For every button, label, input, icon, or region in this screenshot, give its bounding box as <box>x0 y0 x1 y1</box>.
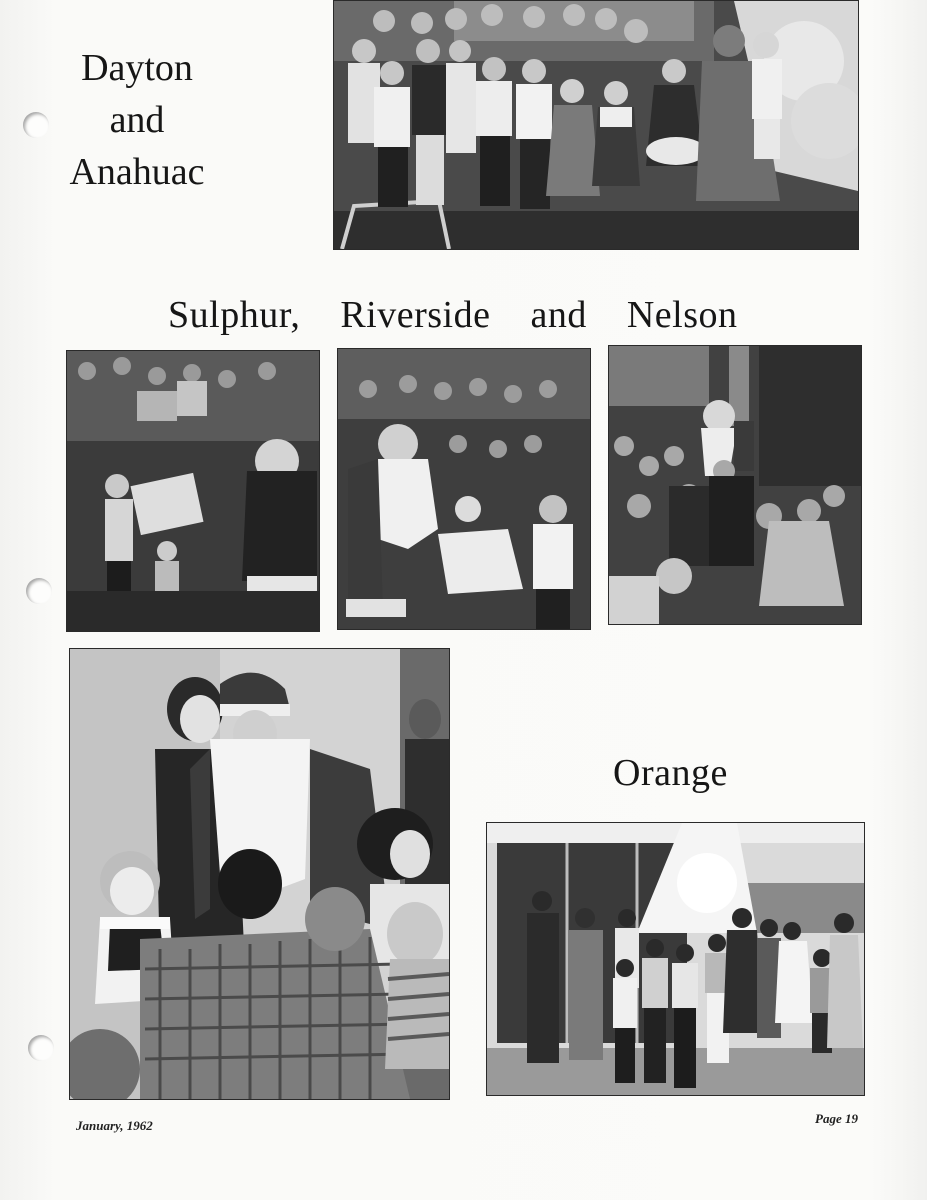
heading-dayton-line-3: Anahuac <box>69 151 205 193</box>
heading-dayton-line-2: and <box>109 99 165 141</box>
photo-santa-woman-girl <box>69 648 450 1100</box>
heading-and-word: and <box>530 294 587 336</box>
footer-date: January, 1962 <box>76 1118 153 1133</box>
heading-riverside-word: Riverside <box>340 294 491 336</box>
heading-sulphur-riverside-nelson <box>168 296 738 334</box>
punch-hole-middle <box>26 578 52 604</box>
photo-santa-with-children <box>337 348 591 630</box>
punch-hole-bottom <box>28 1035 54 1061</box>
heading-sulphur-word: Sulphur, <box>168 294 301 336</box>
punch-hole-top <box>23 112 49 138</box>
photo-santa-gift-to-boy <box>66 350 320 632</box>
heading-orange: Orange <box>613 752 728 794</box>
heading-dayton-line-1: Dayton <box>81 47 193 89</box>
footer-page-number: Page 19 <box>815 1111 858 1126</box>
heading-nelson-word: Nelson <box>626 294 738 336</box>
photo-orange-group <box>486 822 865 1096</box>
photo-santa-in-crowd <box>608 345 862 625</box>
photo-dayton-children-group <box>333 0 859 250</box>
heading-dayton-anahuac <box>62 42 212 198</box>
